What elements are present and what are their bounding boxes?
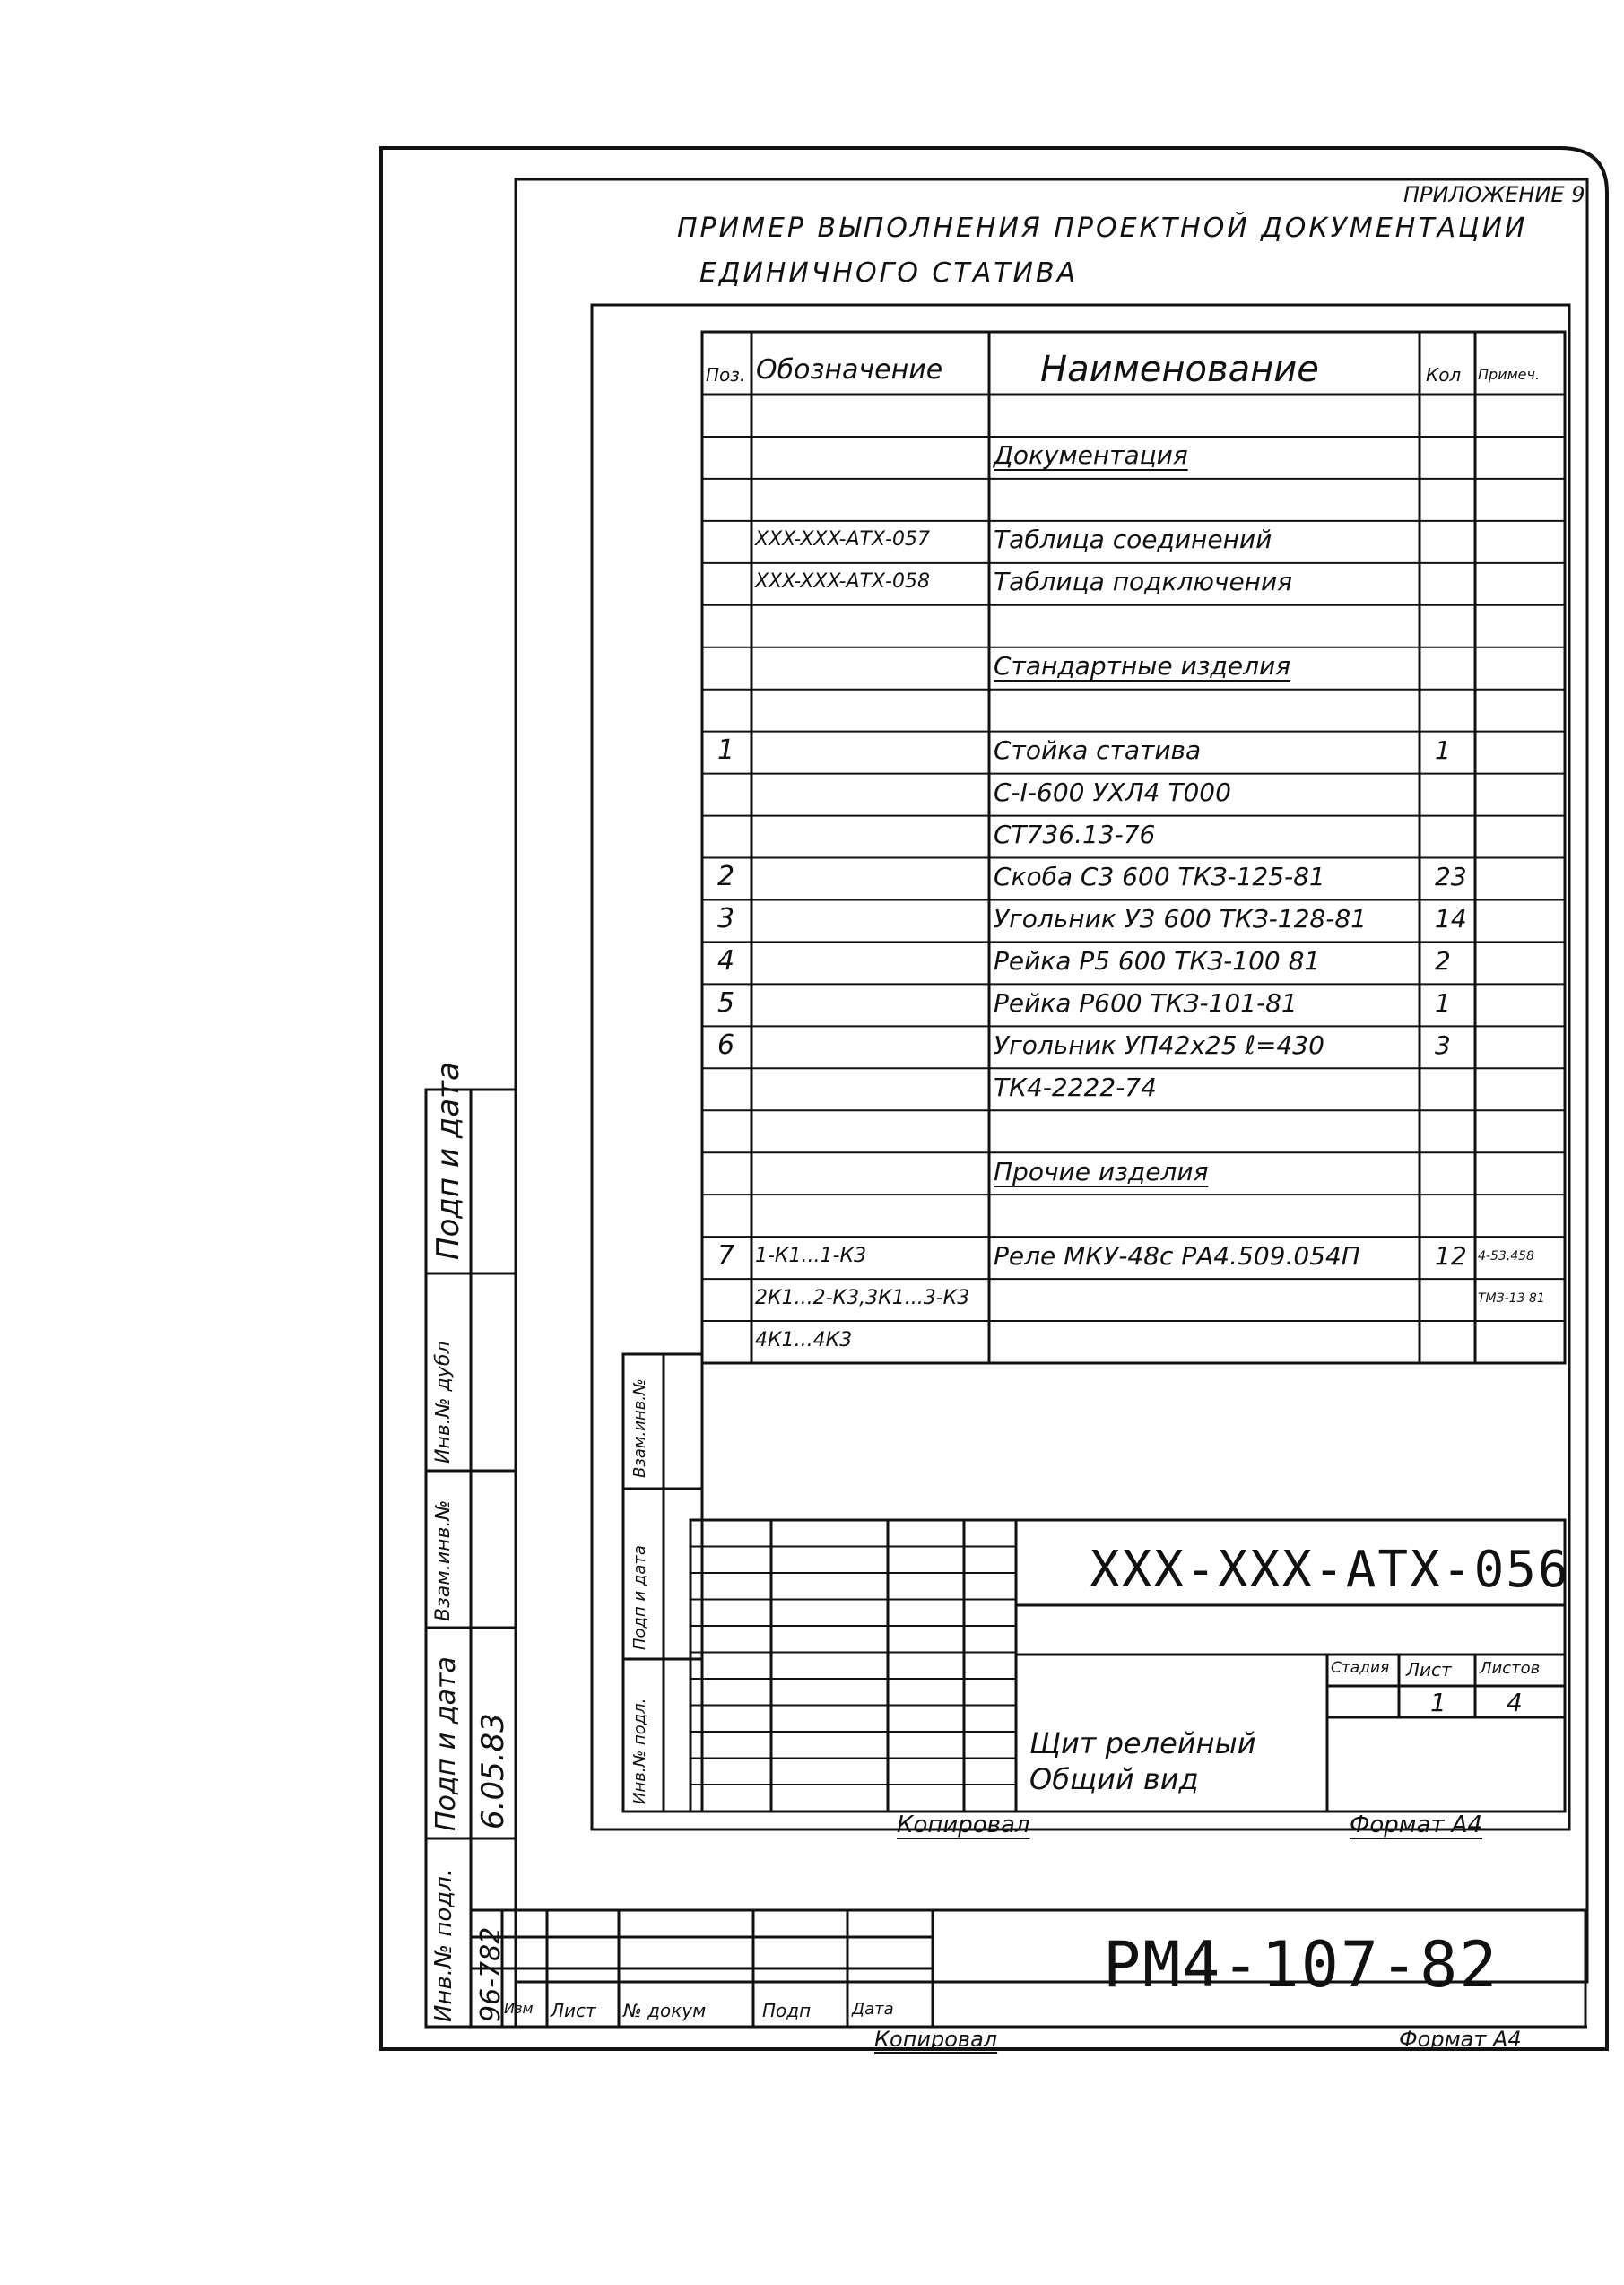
header-name: Наименование — [1040, 349, 1319, 390]
cell-qty: 14 — [1435, 903, 1467, 934]
inner-format: Формат А4 — [1350, 1811, 1483, 1838]
header-qty: Кол — [1426, 364, 1462, 386]
cell-pos: 3 — [717, 902, 735, 934]
cell-qty: 1 — [1435, 987, 1451, 1018]
cell-name: С-I-600 УХЛ4 Т000 — [994, 778, 1231, 808]
drawing-name-line2: Общий вид — [1029, 1762, 1199, 1796]
cell-qty: 3 — [1435, 1030, 1451, 1060]
cell-pos: 4 — [717, 944, 735, 977]
cell-name: ТК4-2222-74 — [994, 1072, 1157, 1102]
outer-stamp-inv-orig: Инв.№ подл. — [430, 1868, 457, 2022]
cell-name: Документация — [994, 440, 1188, 471]
cell-name: Рейка Р600 ТКЗ-101-81 — [994, 987, 1298, 1018]
cell-qty: 12 — [1435, 1240, 1467, 1271]
outer-doc-code: РМ4-107-82 — [1103, 1928, 1499, 2002]
outer-stamp-inv-orig-value: 96-782 — [475, 1926, 507, 2022]
cell-qty: 2 — [1435, 945, 1451, 976]
header-pos: Поз. — [706, 364, 746, 386]
cell-pos: 5 — [717, 986, 735, 1019]
outer-copied: Копировал — [874, 2027, 998, 2052]
cell-name: Угольник У3 600 ТКЗ-128-81 — [994, 903, 1367, 934]
cell-designation: 1-К1...1-К3 — [755, 1244, 867, 1267]
cell-note: 4-53,458 — [1478, 1248, 1534, 1264]
heading-line1: ПРИМЕР ВЫПОЛНЕНИЯ ПРОЕКТНОЙ ДОКУМЕНТАЦИИ — [677, 213, 1528, 244]
header-designation: Обозначение — [756, 354, 943, 386]
cell-name: Скоба С3 600 ТКЗ-125-81 — [994, 862, 1325, 891]
outer-stamp-sign-date-top: Подп и дата — [430, 1062, 466, 1260]
outer-col-sheet: Лист — [551, 2000, 596, 2021]
sheets-label: Листов — [1480, 1659, 1541, 1678]
outer-format: Формат А4 — [1399, 2027, 1522, 2052]
outer-col-date: Дата — [852, 2000, 894, 2019]
cell-name: Таблица подключения — [994, 567, 1293, 597]
outer-stamp-inv-replace: Взам.инв.№ — [432, 1499, 455, 1621]
cell-qty: 23 — [1435, 862, 1467, 891]
outer-col-change: Изм — [504, 2000, 534, 2017]
sheet-label: Лист — [1406, 1659, 1452, 1681]
inner-stamp-inv-replace: Взам.инв.№ — [630, 1378, 649, 1478]
cell-designation: 4К1...4К3 — [755, 1328, 853, 1351]
heading-line2: ЕДИНИЧНОГО СТАТИВА — [699, 257, 1079, 289]
cell-qty: 1 — [1435, 735, 1451, 766]
cell-designation: XXX-XXX-АТХ-058 — [755, 570, 930, 594]
cell-name: Таблица соединений — [994, 525, 1272, 555]
inner-doc-code: XXX-XXX-АТХ-056 — [1090, 1541, 1570, 1599]
drawing-name-line1: Щит релейный — [1029, 1726, 1256, 1760]
outer-col-doc: № докум — [623, 2000, 707, 2021]
cell-name: Рейка Р5 600 ТКЗ-100 81 — [994, 945, 1321, 976]
cell-pos: 6 — [717, 1029, 735, 1061]
cell-designation: XXX-XXX-АТХ-057 — [755, 528, 930, 552]
outer-stamp-inv-dup: Инв.№ дубл — [432, 1341, 455, 1464]
cell-name: Стандартные изделия — [994, 651, 1291, 682]
stage-label: Стадия — [1331, 1659, 1390, 1677]
inner-stamp-inv-orig: Инв.№ подл. — [630, 1698, 649, 1804]
outer-stamp-sign-date: Подп и дата — [430, 1656, 462, 1831]
cell-pos: 7 — [717, 1239, 735, 1272]
cell-name: СТ736.13-76 — [994, 820, 1156, 850]
cell-name: Реле МКУ-48с РА4.509.054П — [994, 1240, 1360, 1271]
inner-stamp-sign-date: Подп и дата — [630, 1545, 649, 1650]
cell-pos: 2 — [717, 861, 735, 892]
cell-name: Угольник УП42х25 ℓ=430 — [994, 1030, 1324, 1060]
cell-name: Прочие изделия — [994, 1156, 1209, 1186]
header-note: Примеч. — [1478, 366, 1541, 383]
inner-copied: Копировал — [897, 1811, 1030, 1838]
outer-stamp-sign-date-value: 6.05.83 — [475, 1713, 511, 1829]
cell-designation: 2К1...2-К3,3К1...3-К3 — [755, 1286, 970, 1309]
outer-col-sign: Подп — [762, 2000, 812, 2021]
cell-name: Стойка статива — [994, 735, 1202, 766]
sheet-value: 1 — [1430, 1688, 1446, 1717]
appendix-label: ПРИЛОЖЕНИЕ 9 — [1403, 182, 1585, 207]
sheets-value: 4 — [1507, 1688, 1523, 1717]
cell-pos: 1 — [717, 734, 735, 767]
cell-note: ТМЗ-13 81 — [1478, 1290, 1545, 1306]
